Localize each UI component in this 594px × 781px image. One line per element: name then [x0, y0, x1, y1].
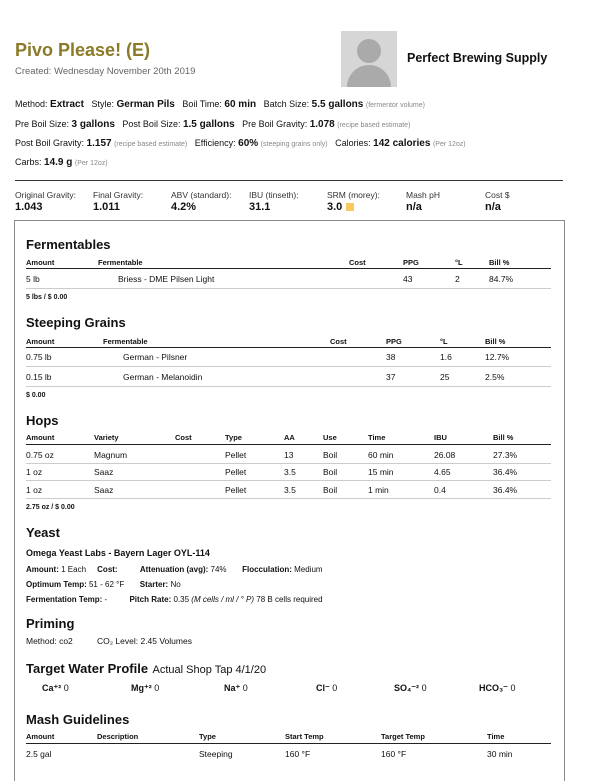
yeast-line-1: Amount: 1 Each Cost: Attenuation (avg): 74% Flocculation: Medium	[26, 565, 323, 574]
ferm-total: 5 lbs / $ 0.00	[26, 294, 68, 301]
hops-header-amount: Amount	[26, 433, 55, 442]
steep-row1-bill: 12.7%	[485, 352, 510, 362]
hops-row2-aa: 3.5	[284, 467, 296, 477]
hops-row2-rule	[26, 480, 551, 481]
stat-ph-value: n/a	[406, 201, 422, 213]
hops-row3-time: 1 min	[368, 485, 389, 495]
hops-header-bill: Bill %	[493, 433, 514, 442]
ferm-row-lovibond: 2	[455, 274, 460, 284]
hops-row1-amount: 0.75 oz	[26, 450, 54, 460]
mash-row-amount: 2.5 gal	[26, 749, 52, 759]
hops-row1-aa: 13	[284, 450, 294, 460]
steep-row2-rule	[26, 386, 551, 387]
avatar	[341, 31, 397, 87]
mash-row-time: 30 min	[487, 749, 513, 759]
hops-total: 2.75 oz / $ 0.00	[26, 504, 75, 511]
water-heading-line	[26, 660, 266, 678]
hops-header-cost: Cost	[175, 433, 192, 442]
hops-row3-ibu: 0.4	[434, 485, 446, 495]
stat-fg-value: 1.011	[93, 201, 120, 213]
ferm-header-rule	[26, 268, 551, 269]
meta-line-2: Pre Boil Size: 3 gallons Post Boil Size: 1.5 gallons Pre Boil Gravity: 1.078 (recipe based estimate)	[15, 119, 411, 130]
hops-header-rule	[26, 444, 551, 445]
hops-row1-bill: 27.3%	[493, 450, 518, 460]
water-ion-na: Na⁺ 0	[224, 683, 248, 693]
mash-row-type: Steeping	[199, 749, 233, 759]
steep-header-bill: Bill %	[485, 337, 506, 346]
stat-ibu-label: IBU (tinseth):	[249, 190, 299, 200]
steep-row1-rule	[26, 366, 551, 367]
srm-color-swatch	[346, 203, 354, 211]
ferm-row-amount: 5 lb	[26, 274, 40, 284]
hops-row2-ibu: 4.65	[434, 467, 451, 477]
hops-row3-variety: Saaz	[94, 485, 114, 495]
water-ion-ca: Ca⁺² 0	[42, 683, 69, 693]
shop-name: Perfect Brewing Supply	[407, 51, 548, 65]
steep-row1-amount: 0.75 lb	[26, 352, 52, 362]
steep-row2-amount: 0.15 lb	[26, 372, 52, 382]
priming-co2-level: CO₂ Level: 2.45 Volumes	[97, 636, 192, 646]
ferm-header-lovibond: °L	[455, 258, 463, 267]
priming-heading: Priming	[26, 616, 75, 631]
hops-row3-type: Pellet	[225, 485, 247, 495]
water-ion-hco3: HCO₃⁻ 0	[479, 683, 516, 693]
mash-row-target-temp: 160 °F	[381, 749, 407, 759]
mash-header-description: Description	[97, 732, 139, 741]
stat-og-value: 1.043	[15, 201, 43, 213]
hops-header-variety: Variety	[94, 433, 119, 442]
steep-header-cost: Cost	[330, 337, 347, 346]
steep-header-ppg: PPG	[386, 337, 402, 346]
steep-row2-bill: 2.5%	[485, 372, 505, 382]
stat-abv-label: ABV (standard):	[171, 190, 232, 200]
steep-total: $ 0.00	[26, 392, 46, 399]
stat-cost-label: Cost $	[485, 190, 510, 200]
stat-srm	[327, 201, 354, 213]
yeast-line-3: Fermentation Temp: - Pitch Rate: 0.35 (M cells / ml / ° P) 78 B cells required	[26, 595, 323, 604]
mash-header-time: Time	[487, 732, 505, 741]
steep-row1-lovibond: 1.6	[440, 352, 452, 362]
water-ion-cl: Cl⁻ 0	[316, 683, 338, 693]
meta-line-3: Post Boil Gravity: 1.157 (recipe based estimate) Efficiency: 60% (steeping grains only) Calories: 142 calories (Per 12oz)	[15, 138, 466, 149]
hops-row1-ibu: 26.08	[434, 450, 456, 460]
divider	[15, 180, 563, 181]
ferm-row-ppg: 43	[403, 274, 413, 284]
hops-header-aa: AA	[284, 433, 295, 442]
hops-row2-type: Pellet	[225, 467, 247, 477]
hops-header-use: Use	[323, 433, 337, 442]
mash-header-rule	[26, 743, 551, 744]
hops-header-time: Time	[368, 433, 386, 442]
steep-row2-ppg: 37	[386, 372, 396, 382]
hops-row2-amount: 1 oz	[26, 467, 43, 477]
hops-row1-rule	[26, 463, 551, 464]
water-ion-mg: Mg⁺² 0	[131, 683, 160, 693]
water-profile-name: Actual Shop Tap 4/1/20	[152, 664, 267, 676]
mash-row-start-temp: 160 °F	[285, 749, 311, 759]
hops-heading: Hops	[26, 413, 59, 428]
recipe-panel	[14, 220, 565, 781]
mash-header-amount: Amount	[26, 732, 55, 741]
stat-ph-label: Mash pH	[406, 190, 441, 200]
hops-row3-aa: 3.5	[284, 485, 296, 495]
hops-row3-bill: 36.4%	[493, 485, 518, 495]
hops-row3-rule	[26, 498, 551, 499]
created-date: Created: Wednesday November 20th 2019	[15, 66, 196, 77]
water-ion-so4: SO₄⁻² 0	[394, 683, 427, 693]
priming-method: Method: co2	[26, 636, 73, 646]
ferm-row-bill: 84.7%	[489, 274, 514, 284]
hops-row3-use: Boil	[323, 485, 338, 495]
steep-row1-ppg: 38	[386, 352, 396, 362]
steep-header-fermentable: Fermentable	[103, 337, 148, 346]
mash-header-start-temp: Start Temp	[285, 732, 324, 741]
yeast-heading: Yeast	[26, 525, 60, 540]
steep-header-rule	[26, 347, 551, 348]
hops-row2-bill: 36.4%	[493, 467, 518, 477]
steep-row1-name: German - Pilsner	[123, 352, 188, 362]
hops-row1-type: Pellet	[225, 450, 247, 460]
steep-header-lovibond: °L	[440, 337, 448, 346]
mash-heading: Mash Guidelines	[26, 712, 130, 727]
stat-fg-label: Final Gravity:	[93, 190, 144, 200]
hops-header-type: Type	[225, 433, 242, 442]
avatar-body-icon	[347, 65, 391, 87]
meta-line-1: Method: Extract Style: German Pils Boil Time: 60 min Batch Size: 5.5 gallons (fermentor volume)	[15, 99, 425, 110]
steep-row2-name: German - Melanoidin	[123, 372, 203, 382]
stat-og-label: Original Gravity:	[15, 190, 76, 200]
stat-srm-value: 3.0	[327, 201, 343, 213]
ferm-row-rule	[26, 288, 551, 289]
stat-ibu-value: 31.1	[249, 201, 271, 213]
ferm-header-cost: Cost	[349, 258, 366, 267]
recipe-title: Pivo Please! (E)	[15, 40, 151, 60]
hops-header-ibu: IBU	[434, 433, 447, 442]
hops-row2-time: 15 min	[368, 467, 394, 477]
water-heading: Target Water Profile	[26, 661, 149, 676]
ferm-header-amount: Amount	[26, 258, 55, 267]
avatar-head-icon	[357, 39, 381, 63]
mash-header-type: Type	[199, 732, 216, 741]
stat-abv-value: 4.2%	[171, 201, 197, 213]
yeast-line-2: Optimum Temp: 51 - 62 °F Starter: No	[26, 580, 181, 589]
hops-row1-use: Boil	[323, 450, 338, 460]
ferm-header-bill: Bill %	[489, 258, 510, 267]
hops-row1-time: 60 min	[368, 450, 394, 460]
steeping-heading: Steeping Grains	[26, 315, 126, 330]
steep-header-amount: Amount	[26, 337, 55, 346]
ferm-header-fermentable: Fermentable	[98, 258, 143, 267]
mash-header-target-temp: Target Temp	[381, 732, 425, 741]
stat-srm-label: SRM (morey):	[327, 190, 380, 200]
hops-row2-use: Boil	[323, 467, 338, 477]
hops-row2-variety: Saaz	[94, 467, 114, 477]
steep-row2-lovibond: 25	[440, 372, 450, 382]
ferm-row-name: Briess - DME Pilsen Light	[118, 274, 215, 284]
meta-line-4: Carbs: 14.9 g (Per 12oz)	[15, 157, 108, 168]
ferm-header-ppg: PPG	[403, 258, 419, 267]
fermentables-heading: Fermentables	[26, 237, 111, 252]
hops-row1-variety: Magnum	[94, 450, 128, 460]
hops-row3-amount: 1 oz	[26, 485, 43, 495]
yeast-name: Omega Yeast Labs - Bayern Lager OYL-114	[26, 548, 210, 558]
stat-cost-value: n/a	[485, 201, 501, 213]
